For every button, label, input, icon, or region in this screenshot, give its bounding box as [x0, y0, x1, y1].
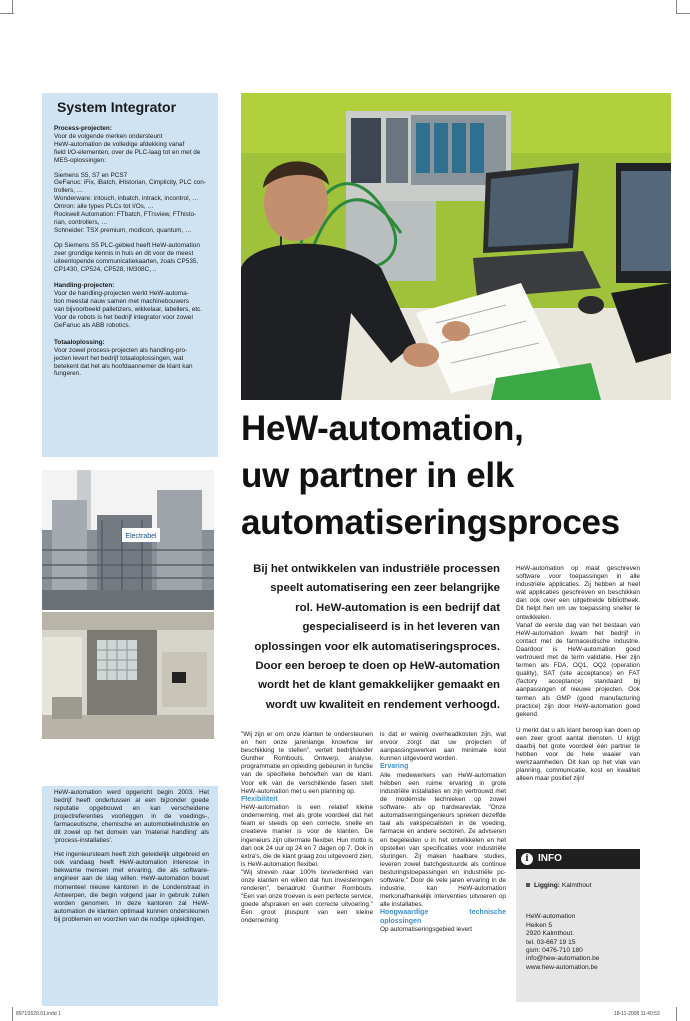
sidebar-system-integrator: [42, 93, 218, 457]
address-line: tel. 03-667 19 15: [526, 938, 576, 946]
bullet-square-icon: [526, 883, 530, 887]
article-subheading: Flexibiliteit: [241, 795, 278, 803]
article-column-1: [241, 731, 373, 926]
article-paragraph: is dat er weinig overheadkosten zijn, wat ervoor zorgt dat uw projecten of aanpassingswerken aan minimale kost kunnen uitgevoerd worden.: [380, 731, 506, 763]
headline-line: uw partner in elk: [241, 456, 515, 495]
sidebar-title: System Integrator: [57, 99, 177, 115]
crop-mark: [12, 1007, 13, 1021]
sidebar-section-heading: Handling-projecten:: [54, 282, 115, 290]
article-paragraph: HeW-automation is een relatief kleine onderneming, met als grote voordeel dat het team er steeds op een correcte, snelle en creatieve manier is voor de klanten. De ingenieurs zijn uitermate flexibel. Hun motto is dan ook 24 uur op 24 en 7 dagen op 7. Ook in extra's, die de klant graag zou uitgevoerd zien, is HeW-automation flexibel.: [241, 804, 373, 868]
info-icon: i: [521, 853, 533, 865]
article-paragraph: Vanaf de eerste dag van het bestaan van HeW-automation kwam het bedrijf in contact met de farmaceutische industrie. Daardoor is HeW-automation goed vertrouwd met de term validatie. Hier zijn termen als FDA, OQ1, OQ2 (operation quality), SAT (site acceptance) en FAT (factory acceptance) standaard bij aanpassingen of nieuwe projecten. Ook termen als GMP (good manufacturing practice) zijn door HeW-automation goed gekend.: [516, 621, 640, 718]
sidebar-company-history: [42, 786, 218, 1006]
article-column-2: [380, 731, 506, 934]
sidebar-section-handling: [54, 282, 209, 329]
article-paragraph: Alle medewerkers van HeW-automation hebben een ruime ervaring in grote industriële installaties en zijn vertrouwd met de modernste technieken op zowel software- als op hardwarevlak. "Onze automatiseringsingenieurs spreken dezelfde taal als vakspecialisten in de voeding, farmacie en andere sectoren. Ze adviseren en begeleiden u in het ontwikkelen en het opstellen van specificaties voor industriële sturingen. Zij maken haalbare studies, leveren zowel batchgestuurde als continue besturingstoepassingen en industriële pc-software." Door de vele jaren ervaring in de industrie, kan HeW-automation merkonafhankelijk interventies uitvoeren op alle installaties.: [380, 771, 506, 909]
photo-control-room: [42, 612, 214, 739]
address-website[interactable]: www.hew-automation.be: [526, 963, 598, 971]
crop-mark: [676, 0, 677, 14]
headline-line: HeW-automation,: [241, 409, 524, 448]
sidebar-paragraph: Voor de volgende merken ondersteunt HeW-automation de volledige afdekking vanaf field I/O-elementen, over de PLC-laag tot en met de MES-oplossingen:: [54, 132, 201, 164]
sidebar-section-heading: Totaaloplossing:: [54, 338, 105, 346]
print-slug-date: 18-11-2008 11:40:53: [614, 1011, 660, 1017]
address-line: HeW-automation: [526, 913, 576, 921]
sidebar-paragraph: Het ingenieursteam heeft zich geleidelijk uitgebreid en ook vandaag heeft HeW-automation interesse in bekwame mensen met ervaring, die als software-engineer aan de slag willen. HeW-automation bouwt momenteel nieuwe kantoren in de Londenstraat in Antwerpen, die begin volgend jaar in gebruik zullen worden genomen. In deze kantoren zal HeW-automation de klanten optimaal kunnen ondersteunen bij problemen en voorzien van de nodige opleidingen.: [54, 851, 209, 923]
info-box-body: [516, 869, 640, 1002]
sidebar-paragraph: Siemens S5, S7 en PCS7 GeFanuc: iFix, iBatch, iHistorian, Cimplicity, PLC con- trollers, … Wonderware: intouch, inbatch, intrack, incontrol, … Omron: alle types PLCs tot I/Os, … Rockwell Automation: FTbatch, FTrsview, FThisto- rian, controllers, … Schneider: TSX premium, modicon, quantum, …: [54, 171, 206, 234]
ligging-label: Ligging:: [534, 882, 560, 889]
article-paragraph: HeW-automation op maat geschreven software voor toepassingen in alle industriële applicaties. Zij hebben al heel wat applicaties geschreven en beschikken dan ook over een uitgebreide bibliotheek. Dit helpt hen om uw toepassing sneller te ontwikkelen.: [516, 565, 640, 621]
sidebar-paragraph: Voor de handling-projecten werkt HeW-automa- tion meestal nauw samen met machinebouwers van bijvoorbeeld palletizers, wikkelaar, labellers, etc. Voor de robots is het bedrijf integrator voor zowel GeFanuc als ABB robotics.: [54, 290, 203, 329]
article-subheading: Hoogwaardige technische oplossingen: [380, 909, 506, 925]
crop-mark: [0, 13, 14, 14]
article-paragraph: "Wij streven naar 100% tevredenheid van onze klanten en willen dat hun investeringen renderen", benadrukt Gunther Rombouts. "Een van onze troeven is een perfecte service, goede afspraken en een correcte uitvoering." Een groot pluspunt van een kleine onderneming: [241, 868, 373, 925]
article-subheading: Ervaring: [380, 763, 409, 771]
address-line: Heiken 5: [526, 921, 553, 929]
article-column-3: [516, 565, 640, 783]
article-paragraph: Op automatiseringsgebied levert: [380, 926, 473, 934]
info-box-header: [516, 849, 640, 869]
sidebar-paragraph: HeW-automation werd opgericht begin 2003. Het bedrijf heeft ondertussen al een bijzonder goede reputatie opgebouwd en kan verscheidene projectreferenties voorleggen in de voedings-, farmaceutische, chemische en automobielindustrie en dit zowel op het domein van 'material handling' als 'process-installaties'.: [54, 789, 209, 845]
address-email[interactable]: info@hew-automation.be: [526, 955, 600, 963]
crop-mark: [676, 1007, 677, 1021]
article-paragraph: "Wij zijn er om onze klanten te ondersteunen en hen onze jarenlange knowhow ter beschikking te stellen", vertelt bedrijfsleider Gunther Rombouts. Ontwerp, analyse, programmatie en opleiding gebeuren in functie van de specifieke behoeften van de klant. Voor elk van de verschillende fasen stelt HeW-automation met u een planning op.: [241, 731, 373, 795]
sidebar-paragraph: Op Siemens S5 PLC-gebied heeft HeW-automation zeer grondige kennis in huis en dit voor de meest uiteenlopende communicatiekaarten, zoals CP535, CP1430, CP524, CP528, IM308C, ..: [54, 241, 200, 273]
sidebar-paragraph: Voor zowel process-projecten als handling-pro- jecten levert het bedrijf totaaloplossingen, wat betekent dat het als hoofdaannemer de klant kan fungeren.: [54, 346, 193, 378]
sidebar-section-process: [54, 125, 209, 273]
photo-engineer-workstation: [241, 93, 671, 400]
photo-industrial-plant: [42, 470, 214, 610]
crop-mark: [676, 13, 690, 14]
headline-line: automatiseringsproces: [241, 503, 620, 542]
sidebar-section-heading: Process-projecten:: [54, 125, 112, 132]
address-line: gsm: 0476-710 180: [526, 947, 583, 955]
contact-address: [526, 913, 640, 972]
article-intro: Bij het ontwikkelen van industriële processen speelt automatisering een zeer belangrijke rol. HeW-automation is een bedrijf dat gespecialiseerd is in het leveren van oplossingen voor elk automatiseringsproces. Door een beroep te doen op HeW-automation wordt het de klant gemakkelijker gemaakt en wordt uw kwaliteit en rendement verhoogd.: [253, 563, 500, 711]
info-label: INFO: [538, 853, 562, 864]
sidebar-section-totaal: [54, 339, 209, 379]
electrabel-sign-text: Electrabel: [125, 533, 157, 540]
article-paragraph: U merkt dat u als klant beroep kan doen op een zeer groot aantal diensten. U krijgt daarbij het grote voordeel één partner te hebben voor de hele waaier van werkzaamheden. Dit kan op het vlak van planning, communicatie, kost en kwaliteit alleen maar positief zijn!: [516, 726, 640, 783]
ligging-row: [526, 882, 640, 890]
print-slug-file: 8971S529.01.indd 1: [16, 1011, 61, 1017]
article-headline: [241, 405, 681, 546]
crop-mark: [12, 0, 13, 14]
address-line: 2920 Kalmthout.: [526, 930, 575, 938]
ligging-value: Kalmthout: [561, 882, 592, 889]
